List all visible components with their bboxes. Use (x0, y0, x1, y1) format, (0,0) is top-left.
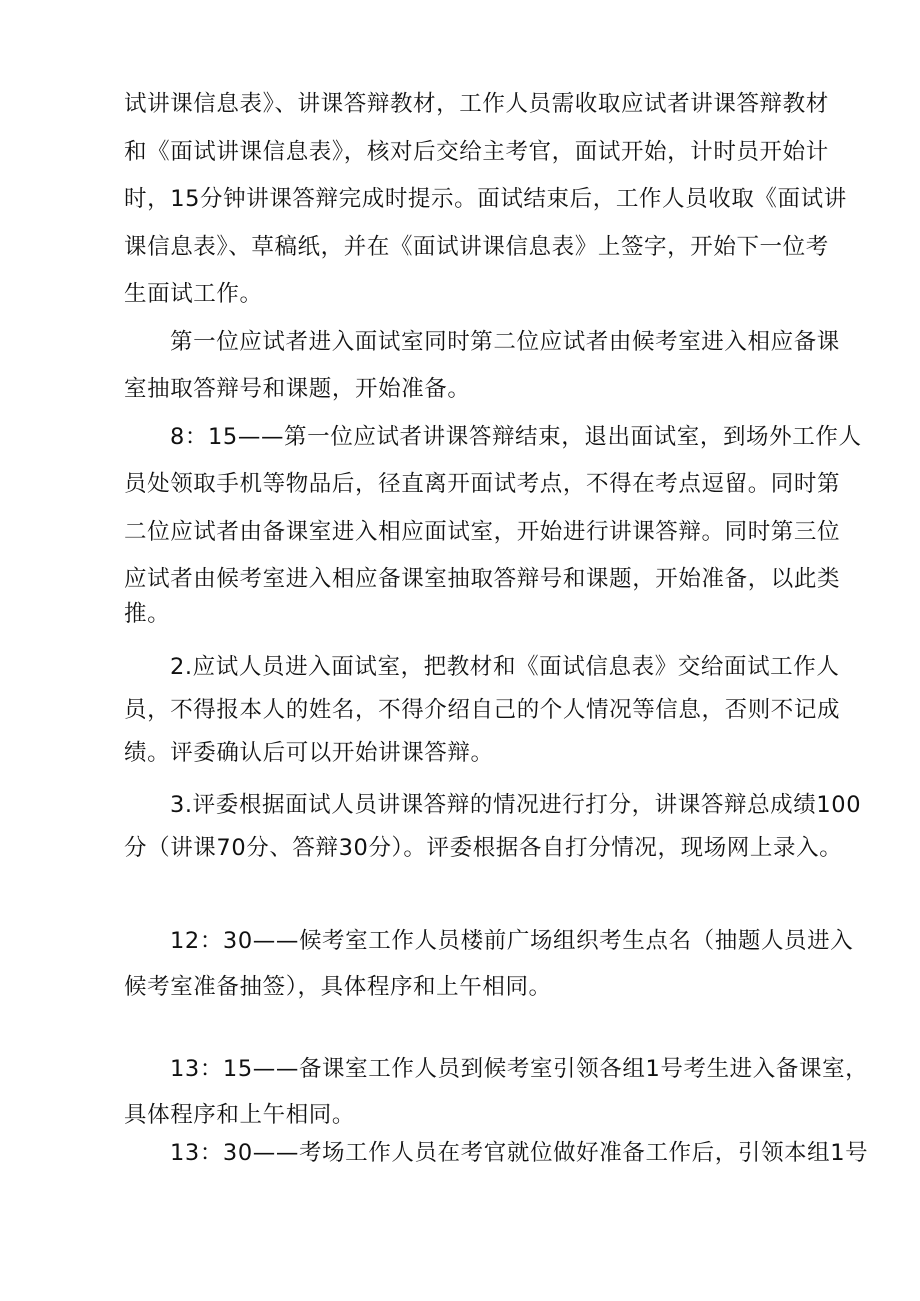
text-line: 8：15——第一位应试者讲课答辩结束，退出面试室，到场外工作人 (170, 424, 862, 450)
text-line: 应试者由候考室进入相应备课室抽取答辩号和课题，开始准备，以此类 (124, 566, 841, 592)
text-line: 二位应试者由备课室进入相应面试室，开始进行讲课答辩。同时第三位 (124, 519, 841, 545)
text-line: 分（讲课70分、答辩30分）。评委根据各自打分情况，现场网上录入。 (124, 835, 843, 861)
text-line: 员处领取手机等物品后，径直离开面试考点，不得在考点逗留。同时第 (124, 471, 841, 497)
text-line: 生面试工作。 (124, 281, 263, 307)
text-line: 2.应试人员进入面试室，把教材和《面试信息表》交给面试工作人 (170, 654, 840, 680)
text-line: 候考室准备抽签），具体程序和上午相同。 (124, 974, 552, 1000)
text-line: 课信息表》、草稿纸，并在《面试讲课信息表》上签字，开始下一位考 (124, 234, 829, 260)
text-line: 第一位应试者进入面试室同时第二位应试者由候考室进入相应备课 (170, 329, 840, 355)
text-line: 3.评委根据面试人员讲课答辩的情况进行打分，讲课答辩总成绩100 (170, 792, 862, 818)
text-line: 具体程序和上午相同。 (124, 1102, 356, 1128)
text-line: 13：30——考场工作人员在考官就位做好准备工作后，引领本组1号 (170, 1140, 869, 1166)
text-line: 12：30——候考室工作人员楼前广场组织考生点名（抽题人员进入 (170, 928, 854, 954)
text-line: 员，不得报本人的姓名，不得介绍自己的个人情况等信息，否则不记成 (124, 697, 841, 723)
text-line: 时，15分钟讲课答辩完成时提示。面试结束后，工作人员收取《面试讲 (124, 186, 847, 212)
text-line: 和《面试讲课信息表》，核对后交给主考官，面试开始，计时员开始计 (124, 139, 829, 165)
text-line: 13：15——备课室工作人员到候考室引领各组1号考生进入备课室， (170, 1056, 869, 1082)
text-line: 绩。评委确认后可以开始讲课答辩。 (124, 740, 494, 766)
text-line: 推。 (124, 601, 171, 627)
text-line: 室抽取答辩号和课题，开始准备。 (124, 376, 471, 402)
text-line: 试讲课信息表》、讲课答辩教材，工作人员需收取应试者讲课答辩教材 (124, 91, 829, 117)
